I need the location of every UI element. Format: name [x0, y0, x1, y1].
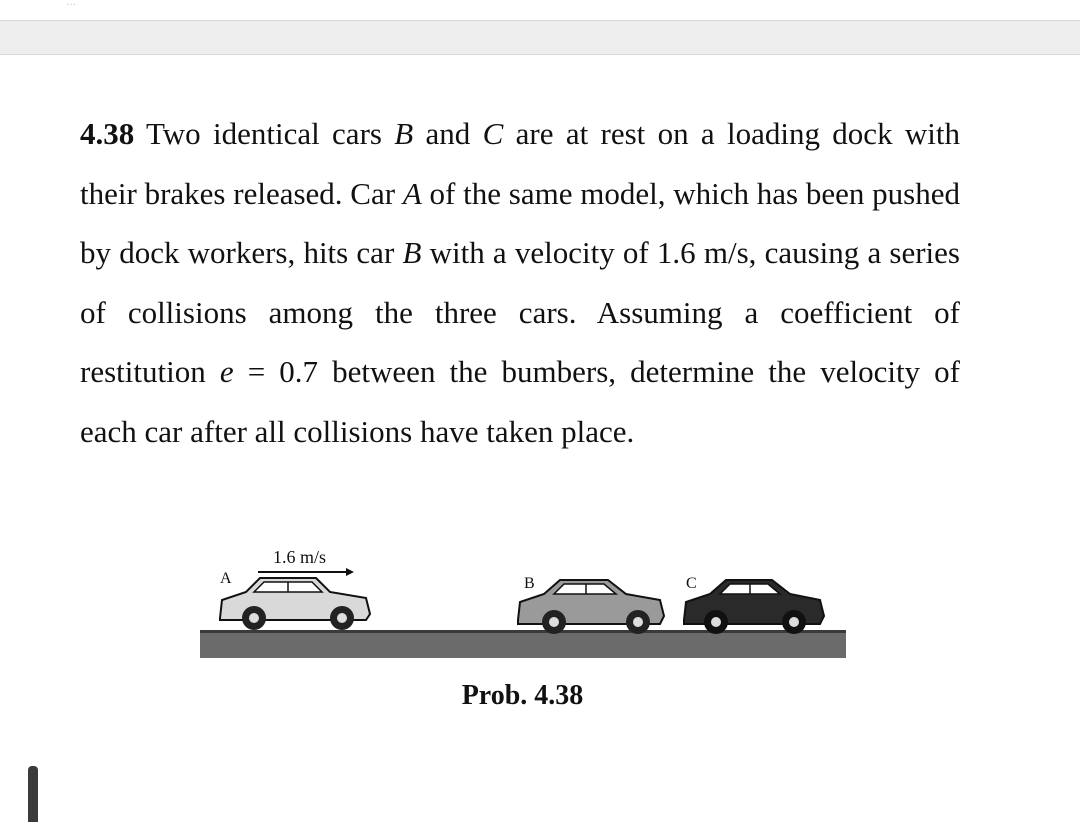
car-a-label: A — [220, 570, 232, 587]
car-a — [220, 578, 370, 630]
car-c-ref: C — [482, 116, 504, 151]
problem-text: with a velocity of 1.6 m/s, causing a series of collisions among the three cars. Assuming a coefficient of restitution — [80, 235, 960, 389]
problem-text: are at rest on a loading dock with their brakes released. Car — [80, 116, 961, 211]
scroll-handle[interactable] — [28, 766, 38, 822]
problem-text: = 0.7 between the bumbers, determine the velocity of each car after all collisions have taken place. — [80, 354, 960, 449]
cars-figure — [198, 528, 848, 663]
partial-header-text: … — [66, 0, 76, 6]
car-c — [684, 580, 824, 634]
car-b — [518, 580, 664, 634]
car-a-ref: A — [402, 175, 422, 211]
problem-text: of the same model, which has been pushed by dock workers, hits car — [80, 175, 960, 270]
car-c-label: C — [686, 575, 697, 592]
problem-text: and — [413, 116, 483, 151]
car-b-label: B — [524, 575, 535, 592]
problem-number: 4.38 — [80, 116, 135, 151]
problem-statement — [80, 104, 960, 461]
car-b-ref: B — [394, 116, 414, 151]
viewer-toolbar — [0, 20, 1080, 55]
car-b-ref: B — [402, 235, 422, 270]
loading-dock-ground — [200, 630, 846, 658]
problem-text: Two identical cars — [134, 116, 395, 151]
velocity-label: 1.6 m/s — [273, 547, 327, 567]
restitution-symbol: e — [219, 354, 234, 389]
figure-caption: Prob. 4.38 — [461, 680, 584, 711]
